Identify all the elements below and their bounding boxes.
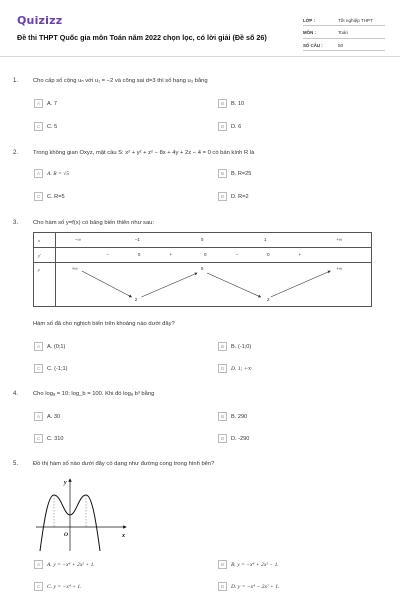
option-text: A. 7	[47, 100, 57, 107]
arrow-down	[82, 271, 132, 297]
table-sign-row	[56, 248, 372, 263]
option-letter-box: D	[218, 434, 227, 443]
sign: 0	[137, 252, 141, 257]
sign: −	[106, 252, 110, 257]
header-divider	[0, 56, 400, 57]
option-c[interactable]	[34, 122, 57, 131]
x-axis-label: x	[122, 533, 125, 539]
option-a[interactable]	[34, 342, 65, 351]
sign: +	[169, 252, 173, 257]
option-d[interactable]	[218, 434, 249, 443]
option-letter-box: B	[218, 99, 227, 108]
option-b[interactable]	[218, 99, 244, 108]
meta-info	[303, 15, 385, 53]
table-yp-label: y'	[34, 248, 56, 263]
meta-row-grade	[303, 15, 385, 26]
x-value: +∞	[336, 237, 343, 242]
option-letter-box: B	[218, 169, 227, 178]
y-value: 2	[267, 297, 270, 302]
option-text: A. (0;1)	[47, 343, 66, 350]
option-letter-box: C	[34, 434, 43, 443]
x-value: 0	[200, 237, 204, 242]
question-number: 3.	[13, 220, 19, 226]
option-letter-box: C	[34, 122, 43, 131]
option-letter-box: A	[34, 412, 43, 421]
table-y-label: y	[34, 263, 56, 307]
option-d[interactable]	[218, 122, 241, 131]
option-text: D. 6	[231, 123, 242, 130]
y-value: 2	[134, 297, 138, 302]
table-y-row	[56, 263, 372, 307]
meta-row-subject	[303, 28, 385, 39]
meta-label: SỐ CÂU :	[303, 42, 323, 48]
question-subtext: Hàm số đã cho nghịch biến trên khoảng nào dưới đây?	[33, 321, 175, 327]
option-text: B. 290	[231, 413, 248, 420]
option-letter-box: A	[34, 99, 43, 108]
table-x-label: x	[34, 233, 56, 248]
option-letter-box: D	[218, 192, 227, 201]
quizizz-logo: Quizizz	[17, 14, 63, 27]
x-value: 1	[263, 237, 267, 242]
sign: +	[298, 252, 302, 257]
page-title: Đề thi THPT Quốc gia môn Toán năm 2022 chọn lọc, có lời giải (Đề số 26)	[17, 33, 267, 42]
option-a[interactable]	[34, 169, 69, 178]
option-letter-box: B	[218, 412, 227, 421]
option-text: C. R=5	[47, 193, 65, 200]
meta-value: Tốt nghiệp THPT	[338, 17, 373, 23]
meta-value: 50	[338, 42, 344, 48]
option-a[interactable]	[34, 412, 60, 421]
option-letter-box: A	[34, 560, 43, 569]
arrow-down	[207, 273, 261, 297]
option-b[interactable]	[218, 560, 279, 569]
option-letter-box: D	[218, 582, 227, 591]
option-letter-box: B	[218, 560, 227, 569]
option-letter-box: C	[34, 364, 43, 373]
option-text: B. 10	[231, 100, 245, 107]
option-text: C. 5	[47, 123, 58, 130]
option-text: B. (-1;0)	[231, 343, 252, 350]
table-x-row	[56, 233, 372, 248]
y-axis-label: y	[64, 480, 67, 486]
option-text: D. -290	[231, 435, 250, 442]
meta-label: LỚP :	[303, 17, 315, 23]
option-d[interactable]	[218, 192, 249, 201]
variation-arrows	[56, 263, 371, 307]
question-number: 1.	[13, 78, 19, 84]
question-number: 2.	[13, 150, 19, 156]
option-text: A. y = −x⁴ + 2x² + 1.	[47, 561, 95, 568]
option-text: D. R=2	[231, 193, 249, 200]
option-letter-box: B	[218, 342, 227, 351]
option-d[interactable]	[218, 582, 279, 591]
sign: 0	[267, 252, 270, 257]
question-text: Đồ thị hàm số nào dưới đây có dạng như đường cong trong hình bên?	[33, 461, 215, 467]
function-graph	[34, 475, 130, 553]
option-text: C. (-1;1)	[47, 365, 68, 372]
question-number: 5.	[13, 461, 19, 467]
meta-value: Toán	[338, 30, 348, 35]
option-letter-box: D	[218, 122, 227, 131]
option-c[interactable]	[34, 582, 82, 591]
question-text: Cho logₐ = 10; log_b = 100. Khi đó logₐ b³ bằng	[33, 391, 155, 397]
option-b[interactable]	[218, 342, 251, 351]
option-c[interactable]	[34, 364, 68, 373]
option-b[interactable]	[218, 169, 251, 178]
y-value: 5	[200, 266, 204, 271]
option-letter-box: D	[218, 364, 227, 373]
sign: 0	[204, 252, 207, 257]
question-text: Cho hàm số y=f(x) có bảng biến thiên như sau:	[33, 220, 155, 226]
option-c[interactable]	[34, 192, 65, 201]
option-letter-box: C	[34, 582, 43, 591]
option-text: B. y = −x⁴ + 2x² − 1.	[231, 561, 279, 568]
meta-label: MÔN :	[303, 30, 316, 35]
sign: −	[235, 252, 239, 257]
option-d[interactable]	[218, 364, 252, 373]
arrow-up	[271, 271, 331, 297]
variation-table	[33, 232, 372, 307]
x-value: −1	[134, 237, 140, 242]
question-text: Trong không gian Oxyz, mặt cầu S: x² + y² + z² − 8x + 4y + 2z − 4 = 0 có bán kính R là	[33, 150, 255, 156]
option-letter-box: A	[34, 169, 43, 178]
option-c[interactable]	[34, 434, 63, 443]
arrow-up	[141, 273, 197, 297]
question-text: Cho cấp số cộng uₙ với u₁ = −2 và công sai d=3 thì số hạng u₃ bằng	[33, 78, 208, 84]
option-a[interactable]	[34, 99, 57, 108]
option-text: C. y = −x⁴ + 1.	[47, 583, 82, 590]
option-text: A. 30	[47, 413, 61, 420]
origin-label: O	[64, 532, 68, 538]
y-value: +∞	[71, 266, 78, 271]
option-a[interactable]	[34, 560, 95, 569]
y-value: +∞	[336, 266, 343, 271]
option-text: D. 1; +∞	[231, 365, 252, 372]
x-value: −∞	[74, 237, 81, 242]
option-text: A. R = √5	[47, 170, 70, 177]
option-b[interactable]	[218, 412, 247, 421]
option-letter-box: A	[34, 342, 43, 351]
meta-row-count	[303, 40, 385, 51]
option-text: D. y = −x⁴ − 2x² + 1.	[231, 583, 280, 590]
option-text: C. 310	[47, 435, 64, 442]
option-text: B. R=25	[231, 170, 252, 177]
option-letter-box: C	[34, 192, 43, 201]
question-number: 4.	[13, 391, 19, 397]
